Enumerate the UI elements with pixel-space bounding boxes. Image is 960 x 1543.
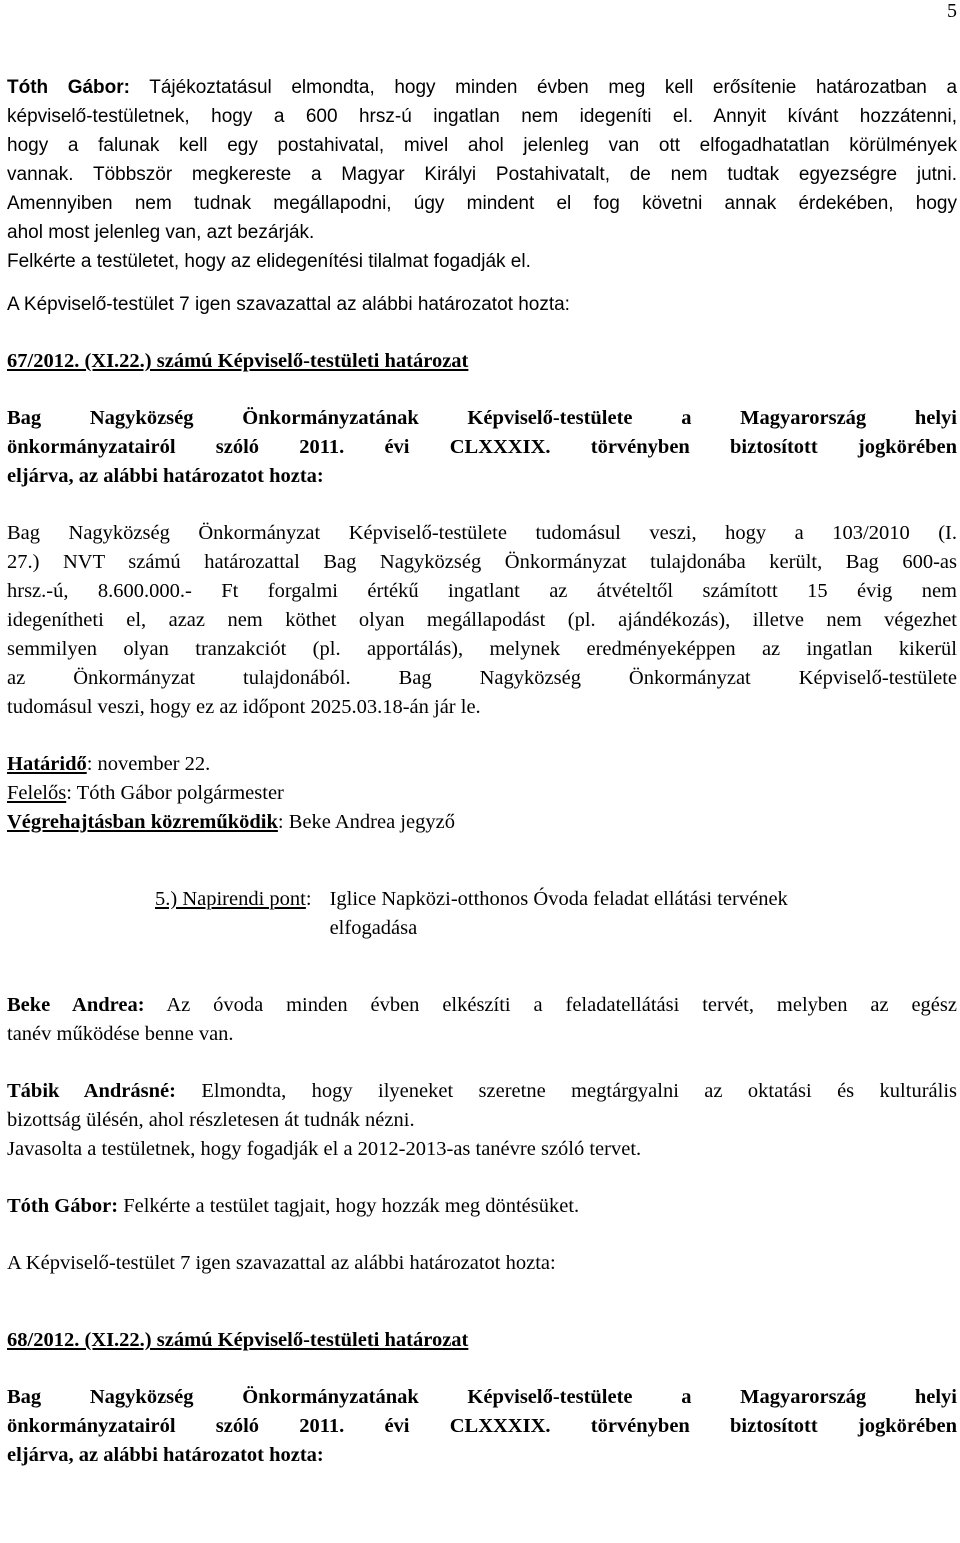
cooperating-label: Végrehajtásban közreműködik xyxy=(7,811,278,833)
vote-statement: A Képviselő-testület 7 igen szavazattal az alábbi határozatot hozta: xyxy=(7,1252,556,1274)
preamble-line: önkormányzatairól szóló 2011. évi CLXXXIX. törvényben biztosított jogkörében xyxy=(7,1415,957,1437)
cooperating-line xyxy=(7,808,957,837)
resolution-preamble xyxy=(7,1383,957,1470)
speech-line xyxy=(7,991,957,1020)
speech-line: képviselő-testületnek, hogy a 600 hrsz-ú ingatlan nem idegeníti el. Annyit kívánt hozzátenni, xyxy=(7,106,957,127)
speech-line: Felkérte a testületet, hogy az elidegenítési tilalmat fogadják el. xyxy=(7,251,531,272)
resolution-preamble xyxy=(7,404,957,491)
speech-line: Amennyiben nem tudnak megállapodni, úgy mindent el fog követni annak érdekében, hogy xyxy=(7,193,957,214)
speaker-name: Tóth Gábor: xyxy=(7,1195,119,1217)
responsible-label: Felelős xyxy=(7,782,67,804)
agenda-colon: : xyxy=(305,888,312,910)
speaker-name: Tábik Andrásné: xyxy=(7,1080,176,1102)
page-number: 5 xyxy=(947,0,957,22)
responsible-value: : Tóth Gábor polgármester xyxy=(66,782,284,804)
agenda-item-5 xyxy=(155,885,957,943)
body-line: semmilyen olyan tranzakciót (pl. apportálás), melynek eredményeképpen az ingatlan kikerül xyxy=(7,638,957,660)
preamble-line: Bag Nagyközség Önkormányzatának Képviselő-testülete a Magyarország helyi xyxy=(7,407,957,429)
speech-line: tanév működése benne van. xyxy=(7,1023,234,1045)
agenda-label-wrap xyxy=(155,885,312,943)
preamble-line: önkormányzatairól szóló 2011. évi CLXXXIX. törvényben biztosított jogkörében xyxy=(7,436,957,458)
resolution-meta xyxy=(7,750,957,837)
body-line: 27.) NVT számú határozattal Bag Nagyközség Önkormányzat tulajdonába került, Bag 600-as xyxy=(7,551,957,573)
resolution-title: 68/2012. (XI.22.) számú Képviselő-testületi határozat xyxy=(7,1329,469,1351)
speech-text: Felkérte a testület tagjait, hogy hozzák meg döntésüket. xyxy=(123,1195,580,1217)
body-line: tudomásul veszi, hogy ez az időpont 2025.03.18-án jár le. xyxy=(7,696,481,718)
document-body xyxy=(7,73,957,1470)
preamble-line: Bag Nagyközség Önkormányzatának Képviselő-testülete a Magyarország helyi xyxy=(7,1386,957,1408)
agenda-label: 5.) Napirendi pont xyxy=(155,888,306,910)
agenda-title xyxy=(330,885,788,943)
speech-text: Az óvoda minden évben elkészíti a feladatellátási tervét, melyben az egész xyxy=(166,994,957,1016)
resolution-body xyxy=(7,519,957,722)
speech-line: Javasolta a testületnek, hogy fogadják el a 2012-2013-as tanévre szóló tervet. xyxy=(7,1138,642,1160)
body-line: idegenítheti el, azaz nem köthet olyan megállapodást (pl. ajándékozás), illetve nem végezhet xyxy=(7,609,957,631)
speech-line: vannak. Többször megkereste a Magyar Királyi Postahivatalt, de nem tudtak egyezségre jutni. xyxy=(7,164,957,185)
speech-tabik-andrasne xyxy=(7,1077,957,1164)
preamble-line: eljárva, az alábbi határozatot hozta: xyxy=(7,1444,324,1466)
agenda-title-line: Iglice Napközi-otthonos Óvoda feladat ellátási tervének xyxy=(329,888,788,910)
speech-line xyxy=(7,1192,957,1221)
speech-line: hogy a falunak kell egy postahivatal, mivel ahol jelenleg van ott elfogadhatatlan körülmények xyxy=(7,135,957,156)
body-line: Bag Nagyközség Önkormányzat Képviselő-testülete tudomásul veszi, hogy a 103/2010 (I. xyxy=(7,522,957,544)
speech-toth-gabor-1 xyxy=(7,73,957,276)
agenda-title-line: elfogadása xyxy=(329,917,418,939)
speech-beke-andrea xyxy=(7,991,957,1049)
body-line: hrsz.-ú, 8.600.000.- Ft forgalmi értékű ingatlant az átvételtől számított 15 évig nem xyxy=(7,580,957,602)
deadline-value: : november 22. xyxy=(86,753,211,775)
speech-line xyxy=(7,73,957,102)
speech-line xyxy=(7,1077,957,1106)
preamble-line: eljárva, az alábbi határozatot hozta: xyxy=(7,465,324,487)
resolution-title: 67/2012. (XI.22.) számú Képviselő-testületi határozat xyxy=(7,350,469,372)
speech-text: Tájékoztatásul elmondta, hogy minden évben meg kell erősítenie határozatban a xyxy=(149,77,958,98)
deadline-line xyxy=(7,750,957,779)
speech-line: bizottság ülésén, ahol részletesen át tudnák nézni. xyxy=(7,1109,415,1131)
speech-line: ahol most jelenleg van, azt bezárják. xyxy=(7,222,315,243)
speaker-name: Beke Andrea: xyxy=(7,994,145,1016)
speaker-name: Tóth Gábor: xyxy=(7,77,130,98)
speech-text: Elmondta, hogy ilyeneket szeretne megtárgyalni az oktatási és kulturális xyxy=(201,1080,957,1102)
cooperating-value: : Beke Andrea jegyző xyxy=(277,811,455,833)
deadline-label: Határidő xyxy=(7,753,87,775)
speech-toth-gabor-2 xyxy=(7,1192,957,1221)
vote-statement: A Képviselő-testület 7 igen szavazattal az alábbi határozatot hozta: xyxy=(7,294,570,315)
body-line: az Önkormányzat tulajdonából. Bag Nagyközség Önkormányzat Képviselő-testülete xyxy=(7,667,957,689)
responsible-line xyxy=(7,779,957,808)
